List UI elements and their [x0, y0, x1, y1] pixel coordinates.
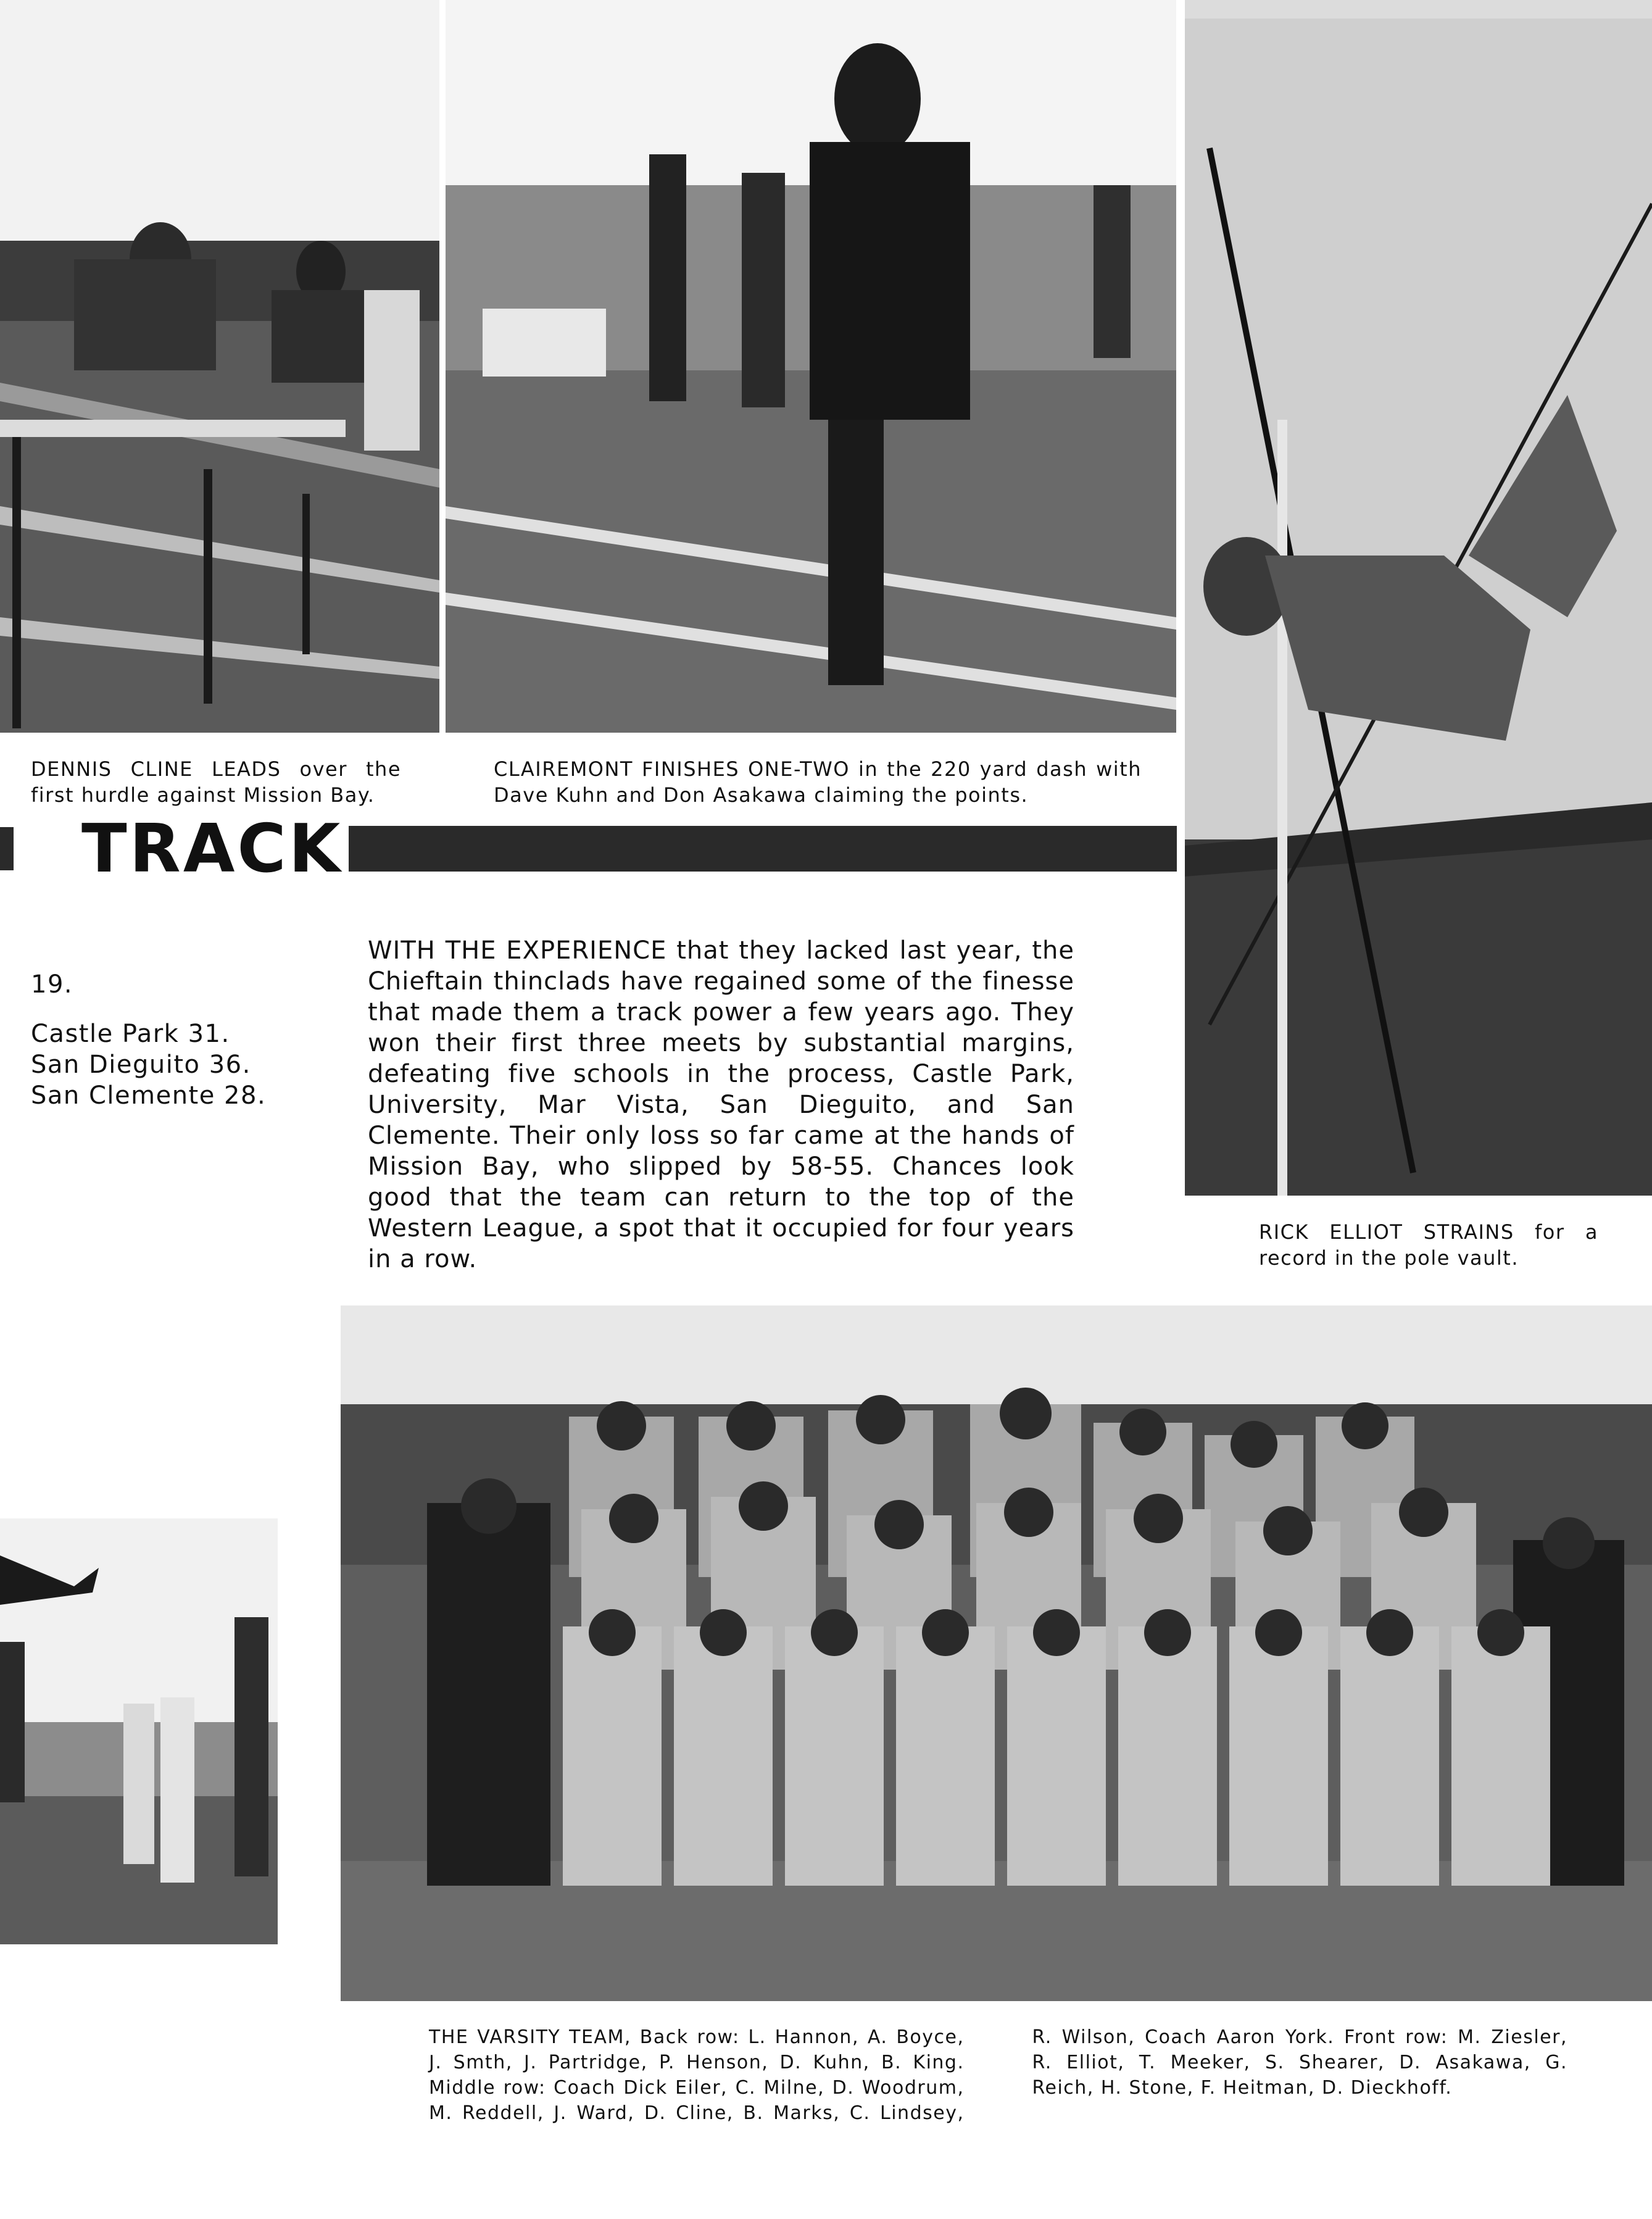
- hurdles-photo: [0, 0, 439, 733]
- title-bar-left: [0, 827, 14, 870]
- jumper-photo-graphic: [0, 1518, 278, 1944]
- score-line-1: 19.: [31, 970, 73, 999]
- hurdles-caption-lead: DENNIS CLINE LEADS: [31, 757, 281, 781]
- body-paragraph: [368, 935, 1074, 1275]
- title-bar-right: [349, 826, 1177, 872]
- body-lead: WITH THE EXPERIENCE: [368, 936, 667, 965]
- hurdles-photo-graphic: [0, 0, 439, 733]
- pole-vault-caption-text: for a record in the pole vault.: [1259, 1220, 1598, 1270]
- jumper-photo: [0, 1518, 278, 1944]
- pole-vault-caption-lead: RICK ELLIOT STRAINS: [1259, 1220, 1514, 1244]
- section-title: TRACK: [81, 810, 343, 888]
- team-caption: [429, 2025, 1567, 2126]
- dash-caption-lead: CLAIREMONT FINISHES ONE-TWO: [494, 757, 850, 781]
- team-photo: [341, 1305, 1652, 2001]
- score-line-2: Castle Park 31.: [31, 1020, 230, 1048]
- dash-caption: [494, 756, 1142, 808]
- dash-caption-text: in the 220 yard dash with Dave Kuhn and Don Asakawa claiming the points.: [494, 757, 1142, 807]
- meet-scores: [31, 969, 266, 1111]
- score-line-4: San Clemente 28.: [31, 1081, 267, 1110]
- dash-photo: [446, 0, 1176, 733]
- team-caption-text: Back row: L. Hannon, A. Boyce, J. Smth, J. Partridge, P. Henson, D. Kuhn, B. King. Middle row: Coach Dick Eiler, C. Milne, D. Woodrum, M. Reddell, J. Ward, D. Cline, B. Marks, C. Lindsey, R. Wilson, Coach Aaron York. Front row: M. Ziesler, R. Elliot, T. Meeker, S. Shearer, D. Asakawa, G. Reich, H. Stone, F. Heitman, D. Dieckhoff.: [429, 2026, 1567, 2124]
- pole-vault-caption: [1259, 1219, 1598, 1271]
- body-text: that they lacked last year, the Chieftain thinclads have regained some of the finesse that made them a track power a few years ago. They won their first three meets by substantial margins, defeating five schools in the process, Castle Park, University, Mar Vista, San Dieguito, and San Clemente. Their only loss so far came at the hands of Mission Bay, who slipped by 58-55. Chances look good that the team can return to the top of the Western League, a spot that it occupied for four years in a row.: [368, 936, 1075, 1273]
- pole-vault-photo: [1185, 0, 1652, 1196]
- hurdles-caption-text: over the first hurdle against Mission Bay.: [31, 757, 402, 807]
- team-caption-lead: THE VARSITY TEAM,: [429, 2026, 631, 2048]
- dash-photo-graphic: [446, 0, 1176, 733]
- team-photo-graphic: [341, 1305, 1652, 2001]
- score-line-3: San Dieguito 36.: [31, 1051, 251, 1079]
- pole-vault-photo-graphic: [1185, 0, 1652, 1196]
- hurdles-caption: [31, 756, 401, 808]
